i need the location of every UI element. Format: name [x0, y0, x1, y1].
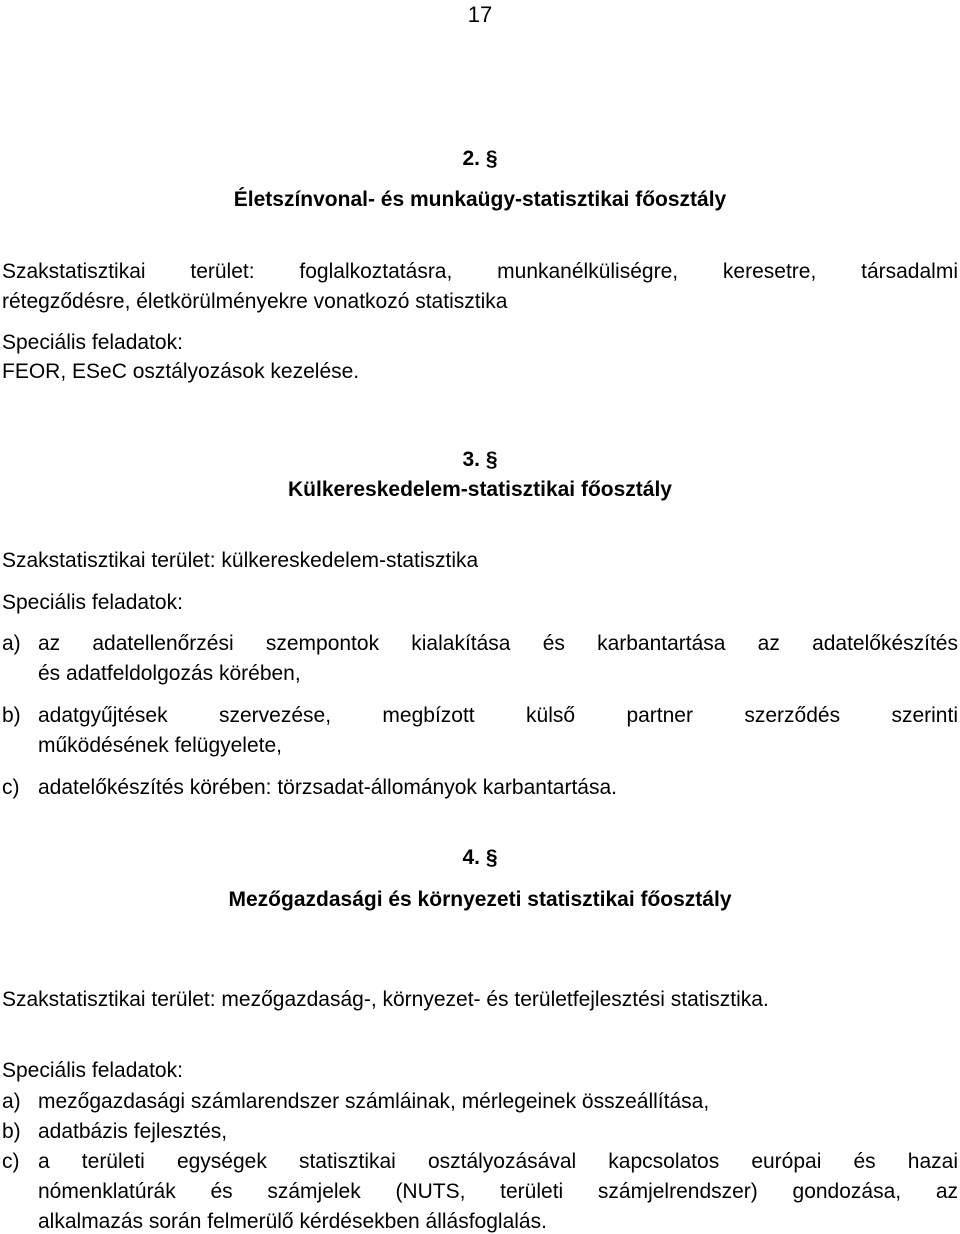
section-number-4: 4. §	[462, 846, 498, 869]
list-item-line: nómenklatúrák és számjelek (NUTS, területi számjelrendszer) gondozása, az	[38, 1180, 958, 1203]
list-item-line: és adatfeldolgozás körében,	[38, 662, 301, 685]
list-item-label: b)	[2, 704, 21, 727]
section-2-area-line-2: rétegződésre, életkörülményekre vonatkozó statisztika	[2, 290, 508, 313]
list-item-line: adatbázis fejlesztés,	[38, 1120, 228, 1143]
list-item-line: működésének felügyelete,	[38, 734, 282, 757]
list-item-line: a területi egységek statisztikai osztályozásával kapcsolatos európai és hazai	[38, 1150, 958, 1173]
list-item-label: a)	[2, 632, 21, 655]
section-title-2: Életszínvonal- és munkaügy-statisztikai főosztály	[233, 188, 727, 211]
list-item-line: az adatellenőrzési szempontok kialakítása és karbantartása az adatelőkészítés	[38, 632, 958, 655]
list-item-label: a)	[2, 1090, 21, 1113]
section-title-3: Külkereskedelem-statisztikai főosztály	[288, 478, 672, 501]
section-4-special-label: Speciális feladatok:	[2, 1059, 183, 1082]
section-number-3: 3. §	[462, 448, 498, 471]
section-3-special-label: Speciális feladatok:	[2, 591, 183, 614]
section-4-area: Szakstatisztikai terület: mezőgazdaság-, környezet- és területfejlesztési statisztika.	[2, 988, 769, 1011]
list-item-label: c)	[2, 1150, 20, 1173]
page-number: 17	[467, 2, 493, 27]
section-2-special-text: FEOR, ESeC osztályozások kezelése.	[2, 360, 360, 383]
list-item-label: c)	[2, 776, 20, 799]
section-number-2: 2. §	[462, 147, 498, 170]
list-item-line: adatelőkészítés körében: törzsadat-állományok karbantartása.	[38, 776, 617, 799]
list-item-line: adatgyűjtések szervezése, megbízott külső partner szerződés szerinti	[38, 704, 958, 727]
section-title-4: Mezőgazdasági és környezeti statisztikai főosztály	[228, 888, 732, 911]
list-item-line: mezőgazdasági számlarendszer számláinak, mérlegeinek összeállítása,	[38, 1090, 710, 1113]
list-item-label: b)	[2, 1120, 21, 1143]
section-2-area-line-1: Szakstatisztikai terület: foglalkoztatásra, munkanélküliségre, keresetre, társadalmi	[2, 260, 958, 283]
section-2-special-label: Speciális feladatok:	[2, 331, 183, 354]
section-3-area: Szakstatisztikai terület: külkereskedelem-statisztika	[2, 549, 479, 572]
list-item-line: alkalmazás során felmerülő kérdésekben állásfoglalás.	[38, 1210, 547, 1233]
